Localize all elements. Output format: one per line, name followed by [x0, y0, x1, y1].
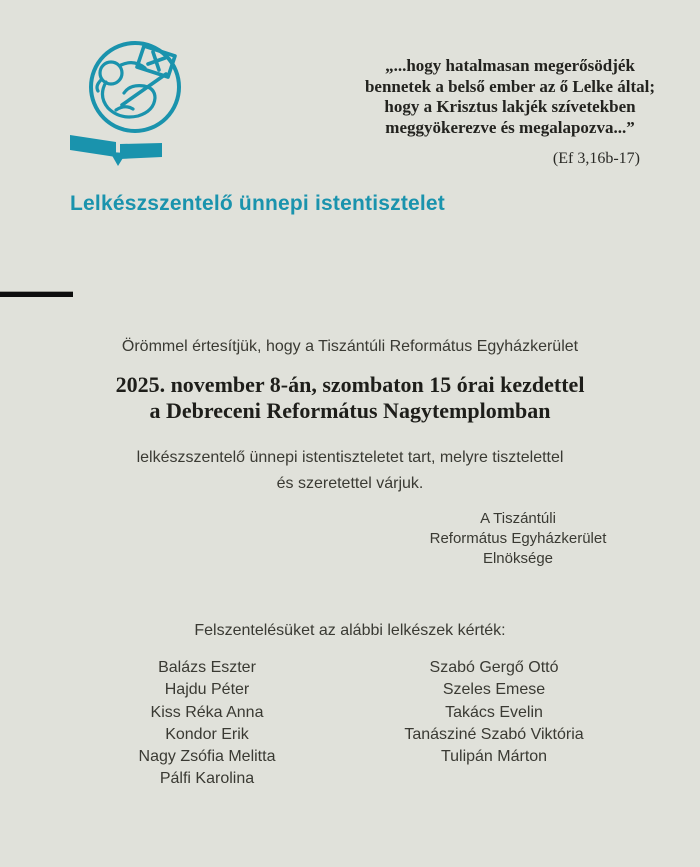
ordinand-name: Kiss Réka Anna [150, 703, 264, 721]
scripture-quote [340, 56, 680, 170]
ordinand-name: Hajdu Péter [164, 681, 250, 699]
ordinand-name: Nagy Zsófia Melitta [138, 748, 276, 766]
ordinand-name: Kondor Erik [165, 725, 249, 743]
announcement-detail [0, 445, 700, 497]
church-logo-lamb-and-book-icon [58, 10, 208, 168]
scripture-line: hogy a Krisztus lakjék szívetekben [384, 97, 636, 116]
ordinand-name: Szeles Emese [442, 681, 546, 699]
ordinand-name: Pálfi Karolina [159, 770, 255, 788]
signature-block [368, 509, 668, 569]
ordinand-name: Tanásziné Szabó Viktória [404, 725, 584, 743]
signature-line: A Tiszántúli [480, 510, 556, 527]
scripture-line: „...hogy hatalmasan megerősödjék [385, 56, 635, 75]
event-date-place [0, 372, 700, 424]
decorative-dash [0, 291, 73, 297]
signature-line: Református Egyházkerület [429, 530, 607, 547]
ordinand-name: Takács Evelin [445, 703, 543, 721]
scripture-line: bennetek a belső ember az ő Lelke által; [364, 76, 656, 96]
ordinands-left-column [57, 657, 357, 791]
ordinands-right-column [334, 657, 654, 768]
page-title: Lelkészszentelő ünnepi istentisztelet [70, 192, 445, 215]
scripture-line: meggyökerezve és megalapozva...” [385, 117, 635, 137]
ordinand-name: Szabó Gergő Ottó [429, 659, 559, 676]
announcement-intro: Örömmel értesítjük, hogy a Tiszántúli Református Egyházkerület [121, 338, 579, 355]
signature-line: Elnöksége [482, 550, 554, 567]
ordinands-heading: Felszentelésüket az alábbi lelkészek kérték: [194, 622, 506, 639]
ordinand-name: Balázs Eszter [158, 659, 256, 676]
scripture-reference: (Ef 3,16b-17) [552, 150, 640, 167]
event-place-line: a Debreceni Református Nagytemplomban [149, 398, 551, 423]
ordinand-name: Tulipán Márton [440, 748, 548, 766]
detail-line: lelkészszentelő ünnepi istentiszteletet tart, melyre tisztelettel [136, 449, 564, 466]
detail-line: és szeretettel várjuk. [276, 475, 424, 492]
event-date-line: 2025. november 8-án, szombaton 15 órai kezdettel [115, 372, 585, 397]
